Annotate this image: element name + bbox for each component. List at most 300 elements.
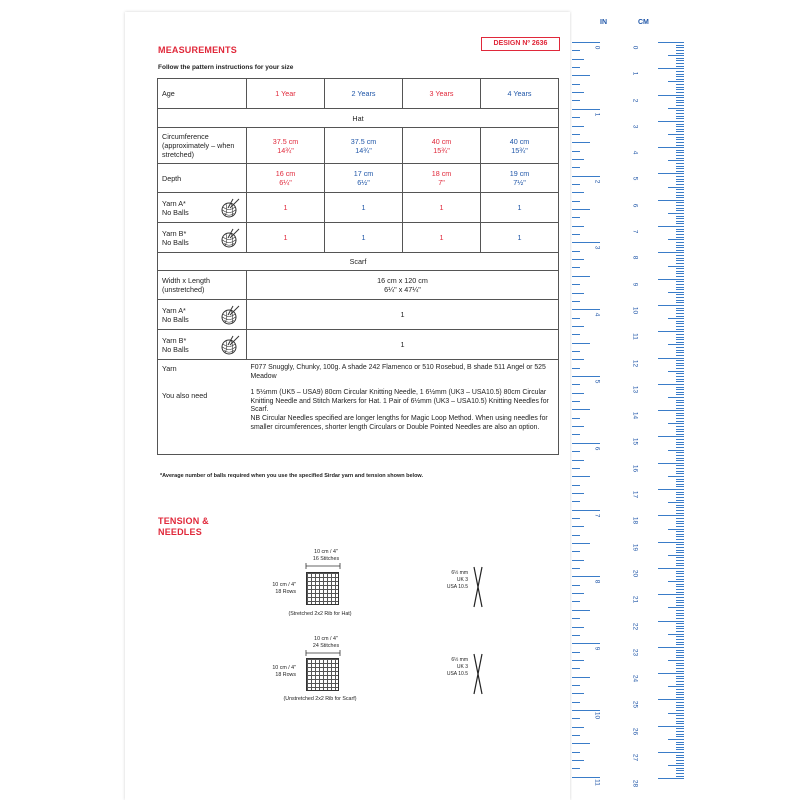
measurements-table [157, 78, 559, 455]
cm-tick [658, 542, 684, 543]
cm-tick [658, 726, 684, 727]
cm-tick [676, 163, 684, 164]
cm-tick [676, 579, 684, 580]
cm-number: 8 [631, 256, 639, 260]
cm-tick [658, 252, 684, 253]
circ-1: 37.5 cm 14¾" [247, 128, 325, 164]
cm-tick [676, 337, 684, 338]
cm-tick [658, 410, 684, 411]
cm-tick [676, 45, 684, 46]
cm-tick [676, 455, 684, 456]
cm-tick [668, 739, 684, 740]
cm-tick [676, 584, 684, 585]
scarf-size-row [158, 271, 559, 300]
inch-tick [572, 476, 590, 477]
cm-tick [668, 423, 684, 424]
inch-tick [572, 618, 580, 619]
inch-tick [572, 660, 584, 661]
cm-tick [676, 400, 684, 401]
cm-tick [676, 702, 684, 703]
scarf-yarn-a-label: Yarn A* No Balls [158, 300, 247, 330]
cm-number: 1 [631, 71, 639, 76]
cm-tick [676, 365, 684, 366]
inch-tick [572, 259, 584, 260]
cm-tick [676, 605, 684, 606]
cm-tick [668, 660, 684, 661]
cm-tick [676, 684, 684, 685]
scarf-yarn-b-row [158, 330, 559, 360]
cm-tick [676, 742, 684, 743]
cm-tick [676, 623, 684, 624]
cm-tick [676, 63, 684, 64]
cm-tick [668, 344, 684, 345]
cm-tick [676, 678, 684, 679]
hat-yarn-a-3: 1 [403, 193, 481, 223]
cm-tick [676, 105, 684, 106]
inch-number: 6 [593, 446, 601, 451]
cm-tick [676, 368, 684, 369]
cm-tick [658, 358, 684, 359]
cm-number: 19 [631, 543, 639, 551]
cm-tick [676, 550, 684, 551]
cm-tick [676, 663, 684, 664]
cm-tick [676, 486, 684, 487]
cm-tick [658, 463, 684, 464]
cm-number: 27 [631, 753, 639, 762]
cm-tick [676, 644, 684, 645]
inch-tick [572, 727, 584, 728]
cm-number: 12 [631, 359, 639, 367]
cm-tick [676, 260, 684, 261]
cm-tick [676, 565, 684, 566]
cm-tick [676, 613, 684, 614]
cm-tick [676, 431, 684, 432]
inch-tick [572, 718, 580, 719]
cm-tick [668, 476, 684, 477]
inch-tick [572, 334, 580, 335]
cm-tick [676, 481, 684, 482]
cm-tick [676, 586, 684, 587]
cm-tick [676, 139, 684, 140]
cm-tick [676, 631, 684, 632]
cm-tick [676, 507, 684, 508]
scarf-yarn-b-balls: 1 [247, 330, 559, 360]
cm-tick [676, 268, 684, 269]
cm-tick [676, 145, 684, 146]
cm-tick [668, 81, 684, 82]
cm-tick [676, 405, 684, 406]
cm-tick [658, 331, 684, 332]
age-row [158, 79, 559, 109]
cm-tick [658, 594, 684, 595]
scarf-yarn-b-label: Yarn B* No Balls [158, 330, 247, 360]
cm-tick [676, 534, 684, 535]
cm-number: 20 [631, 569, 639, 578]
cm-tick [676, 536, 684, 537]
inch-tick [572, 117, 580, 118]
cm-tick [658, 436, 684, 437]
cm-tick [668, 607, 684, 608]
cm-tick [668, 292, 684, 293]
cm-tick [676, 339, 684, 340]
cm-tick [668, 318, 684, 319]
cm-tick [676, 657, 684, 658]
cm-tick [668, 266, 684, 267]
cm-tick [676, 142, 684, 143]
cm-tick [676, 526, 684, 527]
cm-tick [676, 216, 684, 217]
cm-tick [676, 102, 684, 103]
cm-tick [668, 239, 684, 240]
size-1: 1 Year [247, 79, 325, 109]
cm-tick [676, 208, 684, 209]
cm-tick [658, 568, 684, 569]
cm-tick [658, 68, 684, 69]
cm-tick [676, 297, 684, 298]
cm-tick [676, 547, 684, 548]
hat-tension-swatch [306, 572, 339, 605]
hat-yarn-a-2: 1 [325, 193, 403, 223]
scarf-heading: Scarf [158, 253, 559, 271]
cm-tick [676, 426, 684, 427]
inch-tick [572, 610, 590, 611]
inch-tick [572, 276, 590, 277]
cm-label: CM [638, 19, 649, 26]
inch-tick [572, 418, 580, 419]
cm-tick [676, 571, 684, 572]
cm-tick [676, 715, 684, 716]
cm-tick [676, 284, 684, 285]
inch-tick [572, 226, 584, 227]
cm-tick [676, 747, 684, 748]
hat-yarn-b-3: 1 [403, 223, 481, 253]
scarf-width-arrow [305, 650, 341, 656]
cm-number: 7 [631, 229, 639, 234]
cm-tick [676, 500, 684, 501]
cm-tick [676, 79, 684, 80]
cm-number: 4 [631, 150, 639, 155]
inch-tick [572, 560, 584, 561]
cm-tick [676, 447, 684, 448]
hat-tension-width: 10 cm / 4" 16 Stitches [312, 549, 340, 562]
cm-tick [676, 184, 684, 185]
inch-tick [572, 318, 580, 319]
footnote: *Average number of balls required when you use the specified Sirdar yarn and tension shown below. [160, 473, 424, 479]
cm-number: 28 [631, 780, 639, 788]
scarf-tension-swatch [306, 658, 339, 691]
cm-tick [676, 308, 684, 309]
cm-tick [676, 694, 684, 695]
inch-tick [572, 343, 590, 344]
inch-number: 1 [593, 112, 601, 117]
circ-4: 40 cm 15¾" [481, 128, 559, 164]
inch-tick [572, 635, 580, 636]
circ-3: 40 cm 15¾" [403, 128, 481, 164]
cm-tick [676, 281, 684, 282]
cm-tick [676, 158, 684, 159]
inch-tick [572, 50, 580, 51]
depth-2: 17 cm 6½" [325, 164, 403, 193]
materials-values: F077 Snuggly, Chunky, 100g. A shade 242 Flamenco or 510 Rosebud, B shade 511 Angel or 525 Meadow 1 5½mm (UK5 – USA9) 80cm Circular Knitting Needle, 1 6½mm (UK3 – USA10.5) 80cm Circular Knitting Needle and Stitch Markers for Hat. 1 Pair of 6½mm (UK3 – USA10.5) Knitting Needles for Scarf. NB Circular Needles specified are longer lengths for Magic Loop Method. When using needles for smaller circumferences, shorter length Circulars or Double Pointed Needles are also an option. [247, 360, 559, 455]
inch-tick [572, 184, 580, 185]
cm-tick [676, 376, 684, 377]
cm-tick [676, 523, 684, 524]
cm-tick [676, 389, 684, 390]
cm-tick [676, 242, 684, 243]
inch-tick [572, 167, 580, 168]
cm-tick [676, 334, 684, 335]
cm-number: 0 [631, 45, 639, 50]
cm-tick [676, 402, 684, 403]
cm-tick [676, 355, 684, 356]
cm-number: 26 [631, 727, 639, 735]
cm-number: 5 [631, 177, 639, 181]
inch-tick [572, 585, 580, 586]
cm-tick [676, 642, 684, 643]
cm-tick [676, 205, 684, 206]
cm-tick [676, 137, 684, 138]
inch-tick [572, 526, 584, 527]
cm-number: 25 [631, 701, 639, 709]
inch-tick [572, 326, 584, 327]
inch-number: 8 [593, 580, 601, 584]
cm-tick [668, 397, 684, 398]
cm-tick [676, 592, 684, 593]
cm-tick [676, 223, 684, 224]
cm-tick [676, 465, 684, 466]
cm-number: 18 [631, 517, 639, 525]
cm-tick [676, 229, 684, 230]
cm-tick [668, 160, 684, 161]
cm-tick [668, 134, 684, 135]
cm-number: 13 [631, 385, 639, 393]
cm-tick [676, 218, 684, 219]
cm-tick [676, 636, 684, 637]
cm-tick [676, 294, 684, 295]
cm-number: 22 [631, 622, 639, 630]
cm-tick [676, 152, 684, 153]
inch-tick [572, 677, 590, 678]
cm-tick [676, 452, 684, 453]
depth-4: 19 cm 7½" [481, 164, 559, 193]
cm-tick [676, 676, 684, 677]
cm-tick [658, 147, 684, 148]
inch-number: 3 [593, 246, 601, 250]
cm-tick [676, 202, 684, 203]
cm-tick [676, 221, 684, 222]
cm-tick [676, 757, 684, 758]
materials-labels: Yarn You also need [158, 360, 247, 455]
cm-tick [676, 460, 684, 461]
inch-tick [572, 134, 580, 135]
cm-number: 6 [631, 203, 639, 208]
cm-tick [676, 342, 684, 343]
scarf-tension-height: 10 cm / 4" 18 Rows [272, 665, 296, 678]
inch-number: 11 [593, 778, 601, 786]
depth-1: 16 cm 6¼" [247, 164, 325, 193]
cm-tick [676, 544, 684, 545]
hat-yarn-b-label: Yarn B* No Balls [158, 223, 247, 253]
inch-tick [572, 251, 580, 252]
inch-number: 0 [593, 45, 601, 50]
cm-number: 24 [631, 675, 639, 683]
cm-tick [676, 84, 684, 85]
inch-tick [572, 426, 584, 427]
cm-tick [676, 329, 684, 330]
size-instructions: Follow the pattern instructions for your size [158, 64, 294, 71]
cm-tick [676, 776, 684, 777]
cm-tick [676, 668, 684, 669]
cm-tick [668, 765, 684, 766]
cm-tick [676, 181, 684, 182]
cm-tick [676, 263, 684, 264]
cm-tick [676, 116, 684, 117]
cm-tick [676, 176, 684, 177]
cm-tick [676, 313, 684, 314]
cm-tick [676, 89, 684, 90]
cm-tick [676, 316, 684, 317]
cm-tick [676, 408, 684, 409]
cm-tick [676, 671, 684, 672]
cm-tick [676, 237, 684, 238]
cm-tick [676, 615, 684, 616]
cm-tick [676, 718, 684, 719]
cm-tick [676, 468, 684, 469]
hat-tension-caption: (Stretched 2x2 Rib for Hat) [288, 611, 352, 617]
inch-tick [572, 568, 580, 569]
depth-row [158, 164, 559, 193]
cm-number: 11 [631, 333, 639, 341]
cm-tick [668, 713, 684, 714]
cm-tick [676, 113, 684, 114]
yarn-ball-icon [219, 198, 241, 218]
cm-tick [676, 497, 684, 498]
cm-tick [676, 166, 684, 167]
inch-number: 2 [593, 179, 601, 183]
cm-tick [668, 634, 684, 635]
inch-tick [572, 159, 584, 160]
cm-tick [658, 515, 684, 516]
cm-tick [676, 271, 684, 272]
cm-tick [676, 734, 684, 735]
cm-tick [676, 473, 684, 474]
inch-tick [572, 201, 580, 202]
cm-tick [668, 555, 684, 556]
cm-tick [676, 347, 684, 348]
inch-tick [572, 284, 580, 285]
inch-tick [572, 485, 580, 486]
cm-number: 23 [631, 648, 639, 656]
cm-tick [676, 773, 684, 774]
cm-tick [676, 195, 684, 196]
cm-tick [676, 97, 684, 98]
cm-tick [676, 413, 684, 414]
cm-tick [676, 471, 684, 472]
cm-tick [676, 755, 684, 756]
cm-tick [668, 108, 684, 109]
cm-number: 14 [631, 412, 639, 420]
cm-tick [676, 231, 684, 232]
cm-tick [676, 373, 684, 374]
inch-number: 7 [593, 513, 601, 517]
cm-tick [676, 131, 684, 132]
cm-tick [676, 379, 684, 380]
scarf-needles-icon [470, 652, 486, 696]
size-3: 3 Years [403, 79, 481, 109]
cm-tick [676, 589, 684, 590]
cm-tick [676, 705, 684, 706]
cm-tick [676, 300, 684, 301]
cm-tick [676, 150, 684, 151]
cm-tick [676, 652, 684, 653]
cm-tick [668, 529, 684, 530]
cm-tick [676, 494, 684, 495]
cm-tick [676, 58, 684, 59]
cm-tick [676, 210, 684, 211]
inch-tick [572, 468, 580, 469]
inch-tick [572, 409, 590, 410]
cm-tick [676, 552, 684, 553]
cm-tick [676, 363, 684, 364]
cm-tick [658, 621, 684, 622]
cm-tick [676, 255, 684, 256]
inch-tick [572, 351, 580, 352]
cm-number: 16 [631, 464, 639, 472]
cm-tick [676, 749, 684, 750]
cm-tick [668, 371, 684, 372]
size-4: 4 Years [481, 79, 559, 109]
cm-number: 3 [631, 124, 639, 129]
inch-tick [572, 234, 580, 235]
cm-tick [676, 600, 684, 601]
inch-tick [572, 693, 584, 694]
measuring-ruler [572, 12, 684, 800]
cm-tick [668, 450, 684, 451]
hat-tension-height: 10 cm / 4" 18 Rows [272, 582, 296, 595]
depth-label: Depth [158, 164, 247, 193]
cm-tick [676, 768, 684, 769]
hat-yarn-a-label: Yarn A* No Balls [158, 193, 247, 223]
cm-tick [676, 639, 684, 640]
inch-tick [572, 702, 580, 703]
depth-3: 18 cm 7" [403, 164, 481, 193]
cm-tick [676, 352, 684, 353]
cm-tick [676, 50, 684, 51]
cm-tick [676, 721, 684, 722]
cm-tick [658, 778, 684, 779]
width-length-label: Width x Length (unstretched) [158, 271, 247, 300]
scarf-size-value: 16 cm x 120 cm 6¼" x 47¼" [247, 271, 559, 300]
inch-tick [572, 501, 580, 502]
cm-tick [658, 121, 684, 122]
cm-tick [668, 502, 684, 503]
hat-yarn-b-row [158, 223, 559, 253]
scarf-needle-sizes: 6½ mm UK 3 USA 10.5 [446, 657, 468, 677]
cm-tick [676, 484, 684, 485]
yarn-ball-icon [219, 335, 241, 355]
cm-tick [676, 310, 684, 311]
cm-tick [676, 76, 684, 77]
inch-tick [572, 301, 580, 302]
cm-tick [676, 760, 684, 761]
yarn-ball-icon [219, 228, 241, 248]
cm-tick [668, 55, 684, 56]
hat-yarn-b-1: 1 [247, 223, 325, 253]
inch-number: 9 [593, 646, 601, 651]
age-label: Age [158, 79, 247, 109]
cm-tick [676, 155, 684, 156]
cm-number: 9 [631, 282, 639, 286]
